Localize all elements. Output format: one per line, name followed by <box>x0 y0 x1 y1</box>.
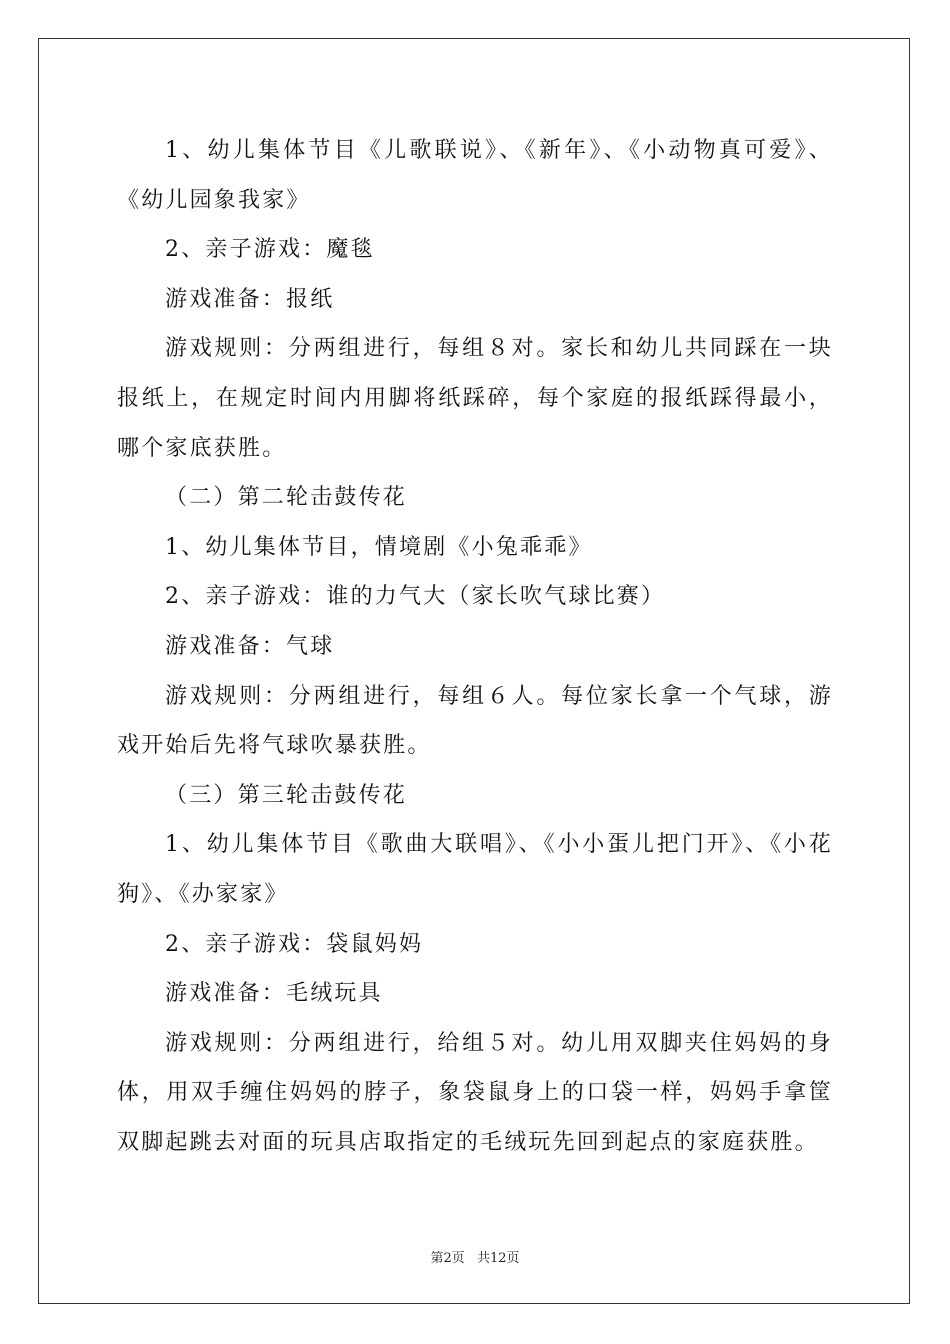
paragraph-8: 游戏准备：气球 <box>165 633 335 659</box>
section-heading-2: （二）第二轮击鼓传花 <box>165 485 408 511</box>
paragraph-2: 2、亲子游戏：魔毯 <box>165 237 375 263</box>
total-pages: 共12页 <box>476 1251 520 1266</box>
paragraph-6: 1、幼儿集体节目，情境剧《小兔乖乖》 <box>165 534 593 560</box>
page-footer <box>0 1247 950 1266</box>
document-body <box>117 126 833 1167</box>
paragraph-13: 游戏准备：毛绒玩具 <box>165 981 383 1007</box>
paragraph-9: 游戏规则：分两组进行，每组６人。每位家长拿一个气球，游戏开始后先将气球吹暴获胜。 <box>117 683 833 759</box>
paragraph-4: 游戏规则：分两组进行，每组８对。家长和幼儿共同踩在一块报纸上，在规定时间内用脚将纸踩碎，每个家庭的报纸踩得最小，哪个家底获胜。 <box>117 336 833 461</box>
paragraph-12: 2、亲子游戏：袋鼠妈妈 <box>165 931 424 957</box>
section-heading-3: （三）第三轮击鼓传花 <box>165 782 408 808</box>
paragraph-14: 游戏规则：分两组进行，给组５对。幼儿用双脚夹住妈妈的身体，用双手缠住妈妈的脖子，象袋鼠身上的口袋一样，妈妈手拿筐双脚起跳去对面的玩具店取指定的毛绒玩先回到起点的家庭获胜。 <box>117 1030 833 1155</box>
paragraph-1: 1、幼儿集体节目《儿歌联说》、《新年》、《小动物真可爱》、《幼儿园象我家》 <box>117 138 833 213</box>
page-number: 第2页 <box>430 1251 465 1266</box>
paragraph-3: 游戏准备：报纸 <box>165 286 335 312</box>
paragraph-7: 2、亲子游戏：谁的力气大（家长吹气球比赛） <box>165 584 666 610</box>
paragraph-11: 1、幼儿集体节目《歌曲大联唱》、《小小蛋儿把门开》、《小花狗》、《办家家》 <box>117 832 833 907</box>
